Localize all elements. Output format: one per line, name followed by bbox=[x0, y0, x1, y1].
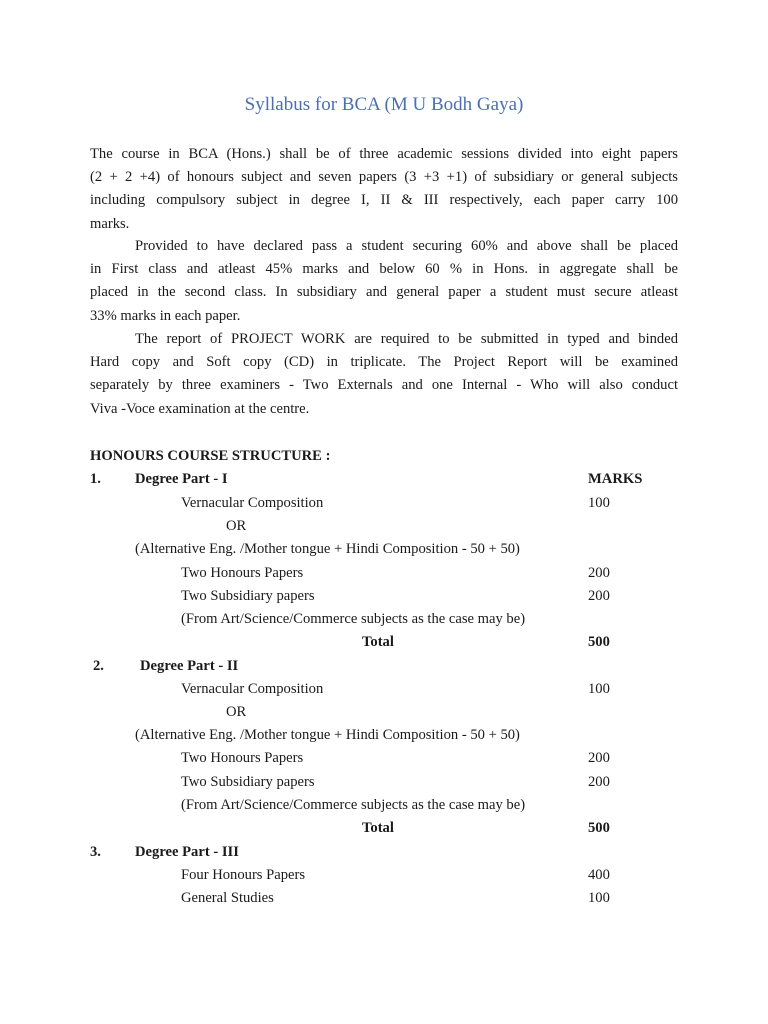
paper-label: Vernacular Composition bbox=[181, 495, 324, 511]
paragraph-line: The course in BCA (Hons.) shall be of three academic sessions divided into eight papers bbox=[90, 146, 678, 162]
paragraph-line: Viva -Voce examination at the centre. bbox=[90, 400, 310, 417]
paper-label: Vernacular Composition bbox=[181, 681, 324, 697]
paper-marks: 100 bbox=[588, 681, 610, 697]
paragraph-line: including compulsory subject in degree I, II & III respectively, each paper carry 100 bbox=[90, 192, 678, 209]
document-title: Syllabus for BCA (M U Bodh Gaya) bbox=[244, 94, 524, 115]
paper-label: Two Subsidiary papers bbox=[181, 588, 315, 604]
part-title: Degree Part - III bbox=[135, 844, 239, 860]
section-heading: HONOURS COURSE STRUCTURE : bbox=[90, 448, 331, 464]
paper-marks: 100 bbox=[588, 495, 610, 511]
paper-label: Two Honours Papers bbox=[181, 750, 304, 766]
alternative-note: (Alternative Eng. /Mother tongue + Hindi Composition - 50 + 50) bbox=[135, 541, 520, 557]
subject-note: (From Art/Science/Commerce subjects as the case may be) bbox=[181, 611, 526, 627]
paragraph-line: in First class and atleast 45% marks and below 60 % in Hons. in aggregate shall be bbox=[90, 261, 678, 278]
paragraph-project-work bbox=[90, 328, 678, 421]
part-number: 2. bbox=[93, 658, 104, 674]
paragraph-line: 33% marks in each paper. bbox=[90, 307, 241, 324]
paper-marks: 200 bbox=[588, 774, 610, 790]
paper-label: General Studies bbox=[181, 890, 274, 906]
paragraph-line: separately by three examiners - Two Externals and one Internal - Who will also conduct bbox=[90, 377, 678, 394]
paragraph-line: Provided to have declared pass a student securing 60% and above shall be placed bbox=[135, 238, 678, 254]
total-marks: 500 bbox=[588, 634, 610, 650]
paragraph-line: placed in the second class. In subsidiary and general paper a student must secure atleast bbox=[90, 284, 678, 301]
or-separator: OR bbox=[226, 704, 247, 720]
paragraph-line: (2 + 2 +4) of honours subject and seven papers (3 +3 +1) of subsidiary or general subjects bbox=[90, 169, 678, 186]
paper-marks: 100 bbox=[588, 890, 610, 906]
paper-marks: 200 bbox=[588, 588, 610, 604]
or-separator: OR bbox=[226, 518, 247, 534]
total-label: Total bbox=[362, 634, 394, 650]
part-title: Degree Part - II bbox=[140, 658, 239, 674]
paper-marks: 400 bbox=[588, 867, 610, 883]
part-number: 3. bbox=[90, 844, 101, 860]
paper-label: Two Honours Papers bbox=[181, 565, 304, 581]
paragraph-line: marks. bbox=[90, 215, 130, 232]
paragraph-line: Hard copy and Soft copy (CD) in triplicate. The Project Report will be examined bbox=[90, 354, 678, 371]
paragraph-line: The report of PROJECT WORK are required to be submitted in typed and binded bbox=[135, 331, 678, 347]
part-number: 1. bbox=[90, 471, 101, 487]
part-title: Degree Part - I bbox=[135, 471, 228, 487]
total-marks: 500 bbox=[588, 820, 610, 836]
paragraph-pass-criteria bbox=[90, 235, 678, 328]
paper-marks: 200 bbox=[588, 565, 610, 581]
subject-note: (From Art/Science/Commerce subjects as the case may be) bbox=[181, 797, 526, 813]
paragraph-course-intro bbox=[90, 143, 678, 236]
paper-label: Two Subsidiary papers bbox=[181, 774, 315, 790]
paper-marks: 200 bbox=[588, 750, 610, 766]
paper-label: Four Honours Papers bbox=[181, 867, 306, 883]
alternative-note: (Alternative Eng. /Mother tongue + Hindi Composition - 50 + 50) bbox=[135, 727, 520, 743]
total-label: Total bbox=[362, 820, 394, 836]
marks-column-header: MARKS bbox=[588, 471, 643, 487]
